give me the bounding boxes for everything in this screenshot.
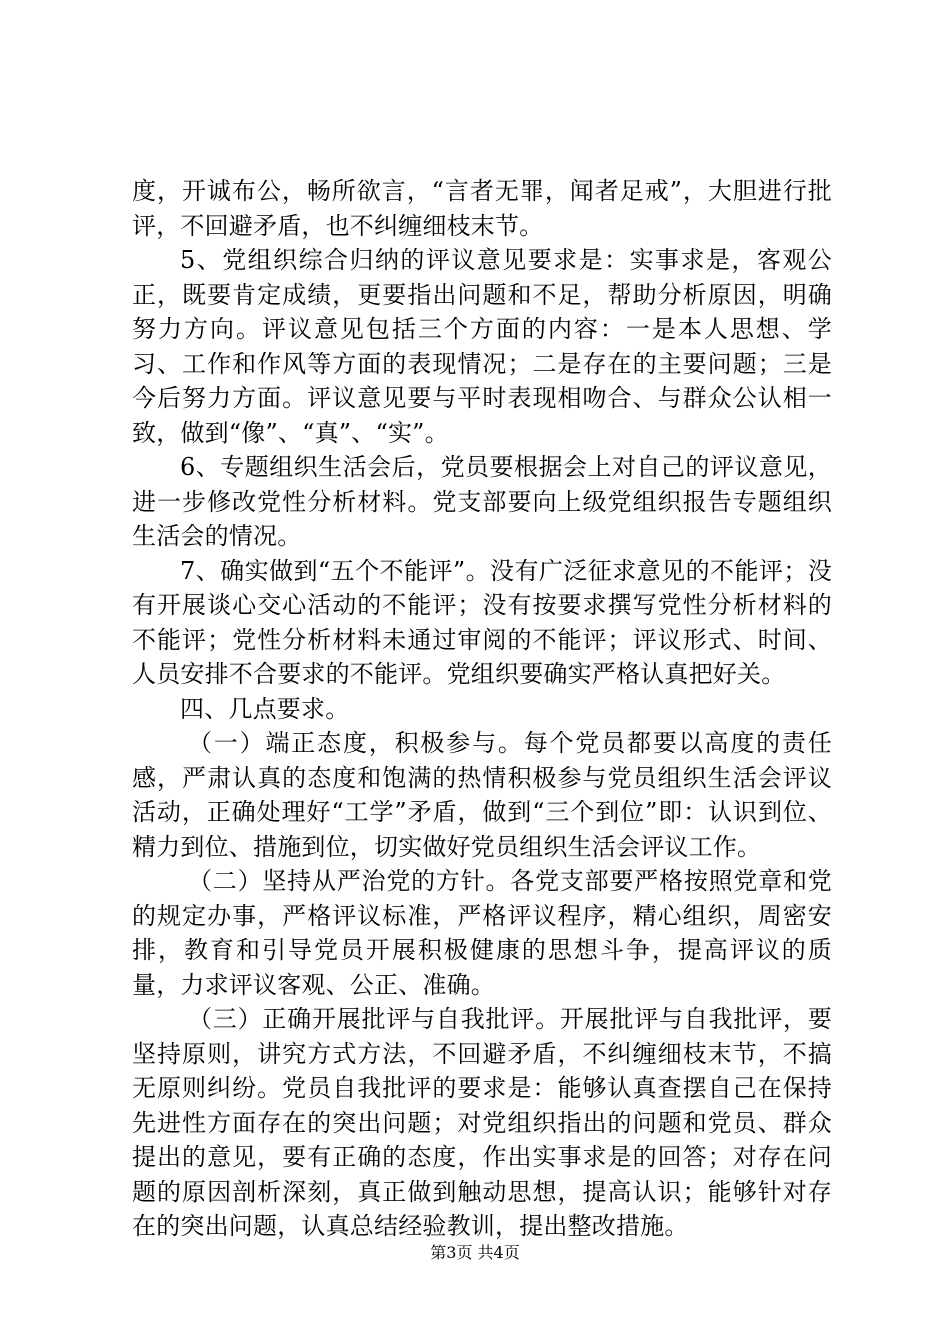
paragraph-item-5: 5、党组织综合归纳的评议意见要求是：实事求是，客观公正，既要肯定成绩，更要指出问题和不足，帮助分析原因，明确努力方向。评议意见包括三个方面的内容：一是本人思想、学习、工作和作风等方面的表现情况；二是存在的主要问题；三是今后努力方面。评议意见要与平时表现相吻合、与群众公认相一致，做到“像”、“真”、“实”。 bbox=[132, 246, 832, 447]
paragraph-requirement-1: （一）端正态度，积极参与。每个党员都要以高度的责任感，严肃认真的态度和饱满的热情积极参与党员组织生活会评议活动，正确处理好“工学”矛盾，做到“三个到位”即：认识到位、精力到位、措施到位，切实做好党员组织生活会评议工作。 bbox=[132, 729, 832, 861]
paragraph-requirement-2: （二）坚持从严治党的方针。各党支部要严格按照党章和党的规定办事，严格评议标准，严格评议程序，精心组织，周密安排，教育和引导党员开展积极健康的思想斗争，提高评议的质量，力求评议客观、公正、准确。 bbox=[132, 867, 832, 999]
paragraph-continued: 度，开诚布公，畅所欲言，“言者无罪，闻者足戒”，大胆进行批评，不回避矛盾，也不纠缠细枝末节。 bbox=[132, 177, 832, 240]
paragraph-requirement-3: （三）正确开展批评与自我批评。开展批评与自我批评，要坚持原则，讲究方式方法，不回避矛盾，不纠缠细枝末节，不搞无原则纠纷。党员自我批评的要求是：能够认真查摆自己在保持先进性方面存在的突出问题；对党组织指出的问题和党员、群众提出的意见，要有正确的态度，作出实事求是的回答；对存在问题的原因剖析深刻，真正做到触动思想，提高认识；能够针对存在的突出问题，认真总结经验教训，提出整改措施。 bbox=[132, 1005, 832, 1240]
paragraph-item-6: 6、专题组织生活会后，党员要根据会上对自己的评议意见，进一步修改党性分析材料。党支部要向上级党组织报告专题组织生活会的情况。 bbox=[132, 453, 832, 550]
section-heading-requirements: 四、几点要求。 bbox=[180, 694, 350, 723]
paragraph-item-7: 7、确实做到“五个不能评”。没有广泛征求意见的不能评；没有开展谈心交心活动的不能评；没有按要求撰写党性分析材料的不能评；党性分析材料未通过审阅的不能评；评议形式、时间、人员安排不合要求的不能评。党组织要确实严格认真把好关。 bbox=[132, 556, 832, 688]
document-body bbox=[132, 174, 832, 1244]
page-number-footer: 第3页 共4页 bbox=[430, 1243, 520, 1262]
